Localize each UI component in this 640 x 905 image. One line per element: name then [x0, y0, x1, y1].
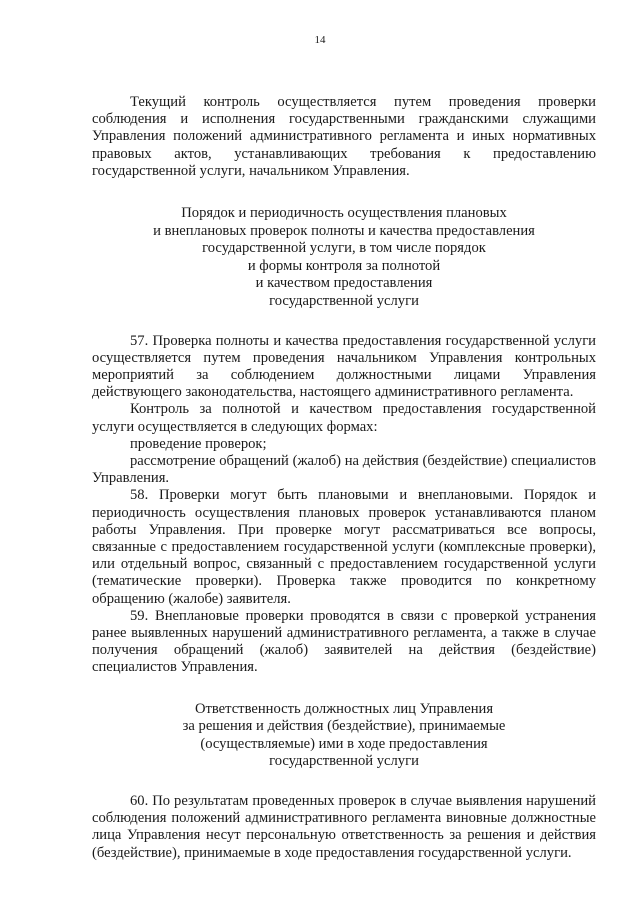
heading-line: государственной услуги: [269, 753, 419, 770]
heading-line: и формы контроля за полнотой: [247, 257, 441, 274]
heading-line: государственной услуги: [269, 292, 419, 309]
heading-line: Ответственность должностных лиц Управления: [194, 700, 494, 717]
heading-line: за решения и действия (бездействие), принимаемые: [182, 718, 506, 735]
intro-paragraph: Текущий контроль осуществляется путем проведения проверки соблюдения и исполнения государственными гражданскими служащими Управления положений административного регламента и иных нормативных правовых актов, устанавливающих требования к предоставлению государственной услуги, начальником Управления.: [92, 94, 596, 179]
section-heading-inspections: [92, 205, 596, 311]
page-number: 14: [314, 34, 326, 46]
section-heading-responsibility: [92, 701, 596, 771]
paragraph-58: 58. Проверки могут быть плановыми и внеплановыми. Порядок и периодичность осуществления плановых проверок устанавливаются планом работы Управления. При проверке могут рассматриваться все вопросы, связанные с предоставлением государственной услуги (комплексные проверки), или отдельный вопрос, связанный с предоставлением государственной услуги (тематические проверки). Проверка также проводится по конкретному обращению (жалобе) заявителя.: [92, 487, 596, 607]
heading-line: и внеплановых проверок полноты и качества предоставления: [153, 222, 535, 239]
heading-line: (осуществляемые) ими в ходе предоставления: [200, 735, 488, 752]
document-body: [92, 94, 596, 862]
heading-line: и качеством предоставления: [255, 275, 433, 292]
paragraph-59: 59. Внеплановые проверки проводятся в связи с проверкой устранения ранее выявленных нарушений административного регламента, а также в случае получения обращений (жалоб) заявителей на действия (бездействие) специалистов Управления.: [92, 607, 596, 676]
paragraph-60: 60. По результатам проведенных проверок в случае выявления нарушений соблюдения положений административного регламента виновные должностные лица Управления несут персональную ответственность за решения и действия (бездействие), принимаемые в ходе предоставления государственной услуги.: [92, 793, 596, 861]
heading-line: Порядок и периодичность осуществления плановых: [181, 205, 507, 222]
control-form-item: проведение проверок;: [130, 435, 267, 452]
heading-line: государственной услуги, в том числе порядок: [202, 240, 486, 257]
paragraph-57: 57. Проверка полноты и качества предоставления государственной услуги осуществляется путем проведения начальником Управления контрольных мероприятий за соблюдением должностными лицами Управления действующего законодательства, настоящего административного регламента.: [92, 332, 596, 401]
control-forms-intro: Контроль за полнотой и качеством предоставления государственной услуги осуществляется в следующих формах:: [92, 401, 596, 435]
control-form-item: рассмотрение обращений (жалоб) на действия (бездействие) специалистов Управления.: [92, 453, 596, 487]
